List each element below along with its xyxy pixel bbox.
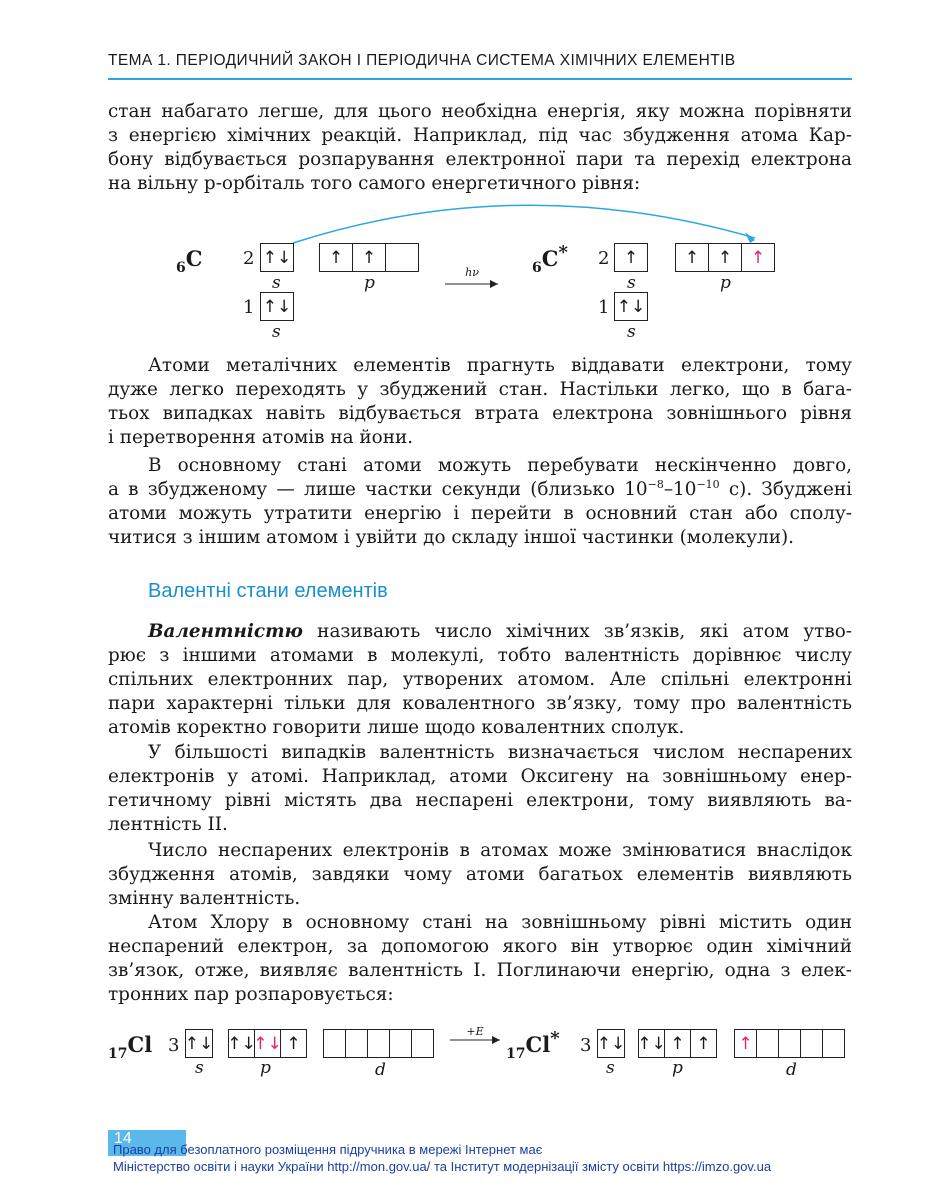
text-line: а в збудженому — лише частки секунди (близько $10^{-8}-10^{-10}$ с). Збуджені xyxy=(108,478,852,500)
orbital-p-label: p xyxy=(672,1058,683,1078)
reaction-energy-label: hν xyxy=(465,266,479,279)
text-line: пари характерні тільки для ковалентного зв’язку, тому про валентність xyxy=(108,693,852,714)
text-line: тронних пар розпаровується: xyxy=(108,984,394,1005)
paragraph-3 xyxy=(108,454,852,550)
paragraph-1 xyxy=(108,100,852,196)
text-line: атоми можуть утратити енергію і перейти в основний стан або сполу- xyxy=(108,503,852,524)
text-line: тьох випадках навіть відбувається втрата електрона зовнішнього рівня xyxy=(108,403,852,424)
paragraph-7 xyxy=(108,911,852,1007)
orbital-p-label: p xyxy=(260,1058,271,1078)
reaction-energy-label: +E xyxy=(466,1025,484,1038)
text-line: спільних електронних пар, утворених атомом. Але спільні електронні xyxy=(108,669,852,690)
text-line: Число неспарених електронів в атомах може змінюватися внаслідок xyxy=(148,840,852,861)
level-1-label: 1 xyxy=(243,297,255,318)
paragraph-6 xyxy=(108,839,852,911)
text-line: У більшості випадків валентність визначається числом неспарених xyxy=(148,742,852,763)
text-line: В основному стані атоми можуть перебувати нескінченно довго, xyxy=(148,455,852,476)
paragraph-5 xyxy=(108,741,852,837)
text-line: змінну валентність. xyxy=(108,888,301,909)
excited-2s-orbital: ↑ xyxy=(614,243,648,272)
orbital-s-label: s xyxy=(627,322,636,342)
text-line: стан набагато легше, для цього необхідна енергія, яку можна порівняти xyxy=(108,101,852,122)
excited-2p-orbitals: ↑ ↑ ↑ xyxy=(675,243,775,272)
text-line: лентність II. xyxy=(108,814,228,835)
text-line: рює з іншими атомами в молекулі, тобто валентність дорівнює числу xyxy=(108,645,852,666)
excited-3p-orbitals: ↑↓ ↑ ↑ xyxy=(638,1029,717,1058)
level-2-label: 2 xyxy=(243,248,255,269)
text-line: зв’язок, отже, виявляє валентність I. Поглинаючи енергію, одна з елек- xyxy=(108,960,852,981)
orbital-s-label: s xyxy=(272,322,281,342)
text-line: Атоми металічних елементів прагнуть віддавати електрони, тому xyxy=(148,355,852,376)
header-title: ТЕМА 1. ПЕРІОДИЧНИЙ ЗАКОН І ПЕРІОДИЧНА СИСТЕМА ХІМІЧНИХ ЕЛЕМЕНТІВ xyxy=(108,52,736,69)
text-line: на вільну p-орбіталь того самого енергетичного рівня: xyxy=(108,173,641,194)
text-line: гетичному рівні містять два неспарені електрони, тому виявляють ва- xyxy=(108,790,852,811)
excited-carbon-symbol: $_6$C* xyxy=(532,242,568,276)
excited-1s-orbital: ↑↓ xyxy=(614,292,648,321)
orbital-s-label: s xyxy=(272,273,281,293)
orbital-s-label: s xyxy=(627,273,636,293)
text-line: збудження атомів, завдяки чому атоми багатьох елементів виявляють xyxy=(108,864,852,885)
chlorine-symbol: $_{17}$Cl xyxy=(108,1032,153,1062)
level-3-label: 3 xyxy=(580,1035,592,1056)
chlorine-3p-orbitals: ↑↓ ↑↓ ↑ xyxy=(228,1029,307,1058)
carbon-2s-orbital: ↑↓ xyxy=(260,243,294,272)
carbon-symbol: $_6$C xyxy=(176,246,203,276)
orbital-d-label: d xyxy=(375,1060,386,1080)
text-line: Валентністю називають число хімічних зв’язків, які атом утво- xyxy=(148,621,852,642)
chlorine-3s-orbital: ↑↓ xyxy=(185,1029,213,1058)
footer-line-2: Міністерство освіти і науки України http://mon.gov.ua/ та Інститут модернізації змісту освіти https://imzo.gov.ua xyxy=(113,1159,772,1174)
text-line: атомів коректно говорити лише щодо ковалентних сполук. xyxy=(108,717,685,738)
chlorine-3d-orbitals xyxy=(323,1029,434,1058)
text-line: дуже легко переходять у збуджений стан. Настільки легко, що в бага- xyxy=(108,379,852,400)
excited-3d-orbitals: ↑ xyxy=(734,1029,845,1058)
text-line: Атом Хлору в основному стані на зовнішньому рівні містить один xyxy=(148,912,852,933)
orbital-p-label: p xyxy=(720,273,731,293)
text-line: електронів у атомі. Наприклад, атоми Оксигену на зовнішньому енер- xyxy=(108,766,852,787)
level-1-label: 1 xyxy=(598,297,610,318)
carbon-2p-orbitals: ↑ ↑ xyxy=(319,243,419,272)
text-line: з енергією хімічних реакцій. Наприклад, під час збудження атома Кар- xyxy=(108,125,852,146)
excited-chlorine-symbol: $_{17}$Cl* xyxy=(506,1028,560,1062)
footer-line-1: Право для безоплатного розміщення підручника в мережі Інтернет має xyxy=(113,1142,543,1157)
paragraph-2 xyxy=(108,354,852,450)
orbital-p-label: p xyxy=(364,273,375,293)
text-line: читися з іншим атомом і увійти до складу іншої частинки (молекули). xyxy=(108,527,794,548)
text-line: і перетворення атомів на йони. xyxy=(108,427,414,448)
level-3-label: 3 xyxy=(168,1035,180,1056)
term-valence: Валентністю xyxy=(148,621,303,642)
page-number: 14 xyxy=(114,1130,132,1147)
running-header xyxy=(108,50,852,80)
orbital-s-label: s xyxy=(606,1058,615,1078)
carbon-1s-orbital: ↑↓ xyxy=(260,292,294,321)
section-title: Валентні стани елементів xyxy=(148,580,388,602)
orbital-d-label: d xyxy=(786,1060,797,1080)
text-line: неспарений електрон, за допомогою якого він утворює один хімічний xyxy=(108,936,852,957)
excited-3s-orbital: ↑↓ xyxy=(597,1029,625,1058)
text-line: бону відбувається розпарування електронної пари та перехід електрона xyxy=(108,149,852,170)
orbital-s-label: s xyxy=(195,1058,204,1078)
level-2-label: 2 xyxy=(598,248,610,269)
paragraph-4 xyxy=(108,620,852,740)
